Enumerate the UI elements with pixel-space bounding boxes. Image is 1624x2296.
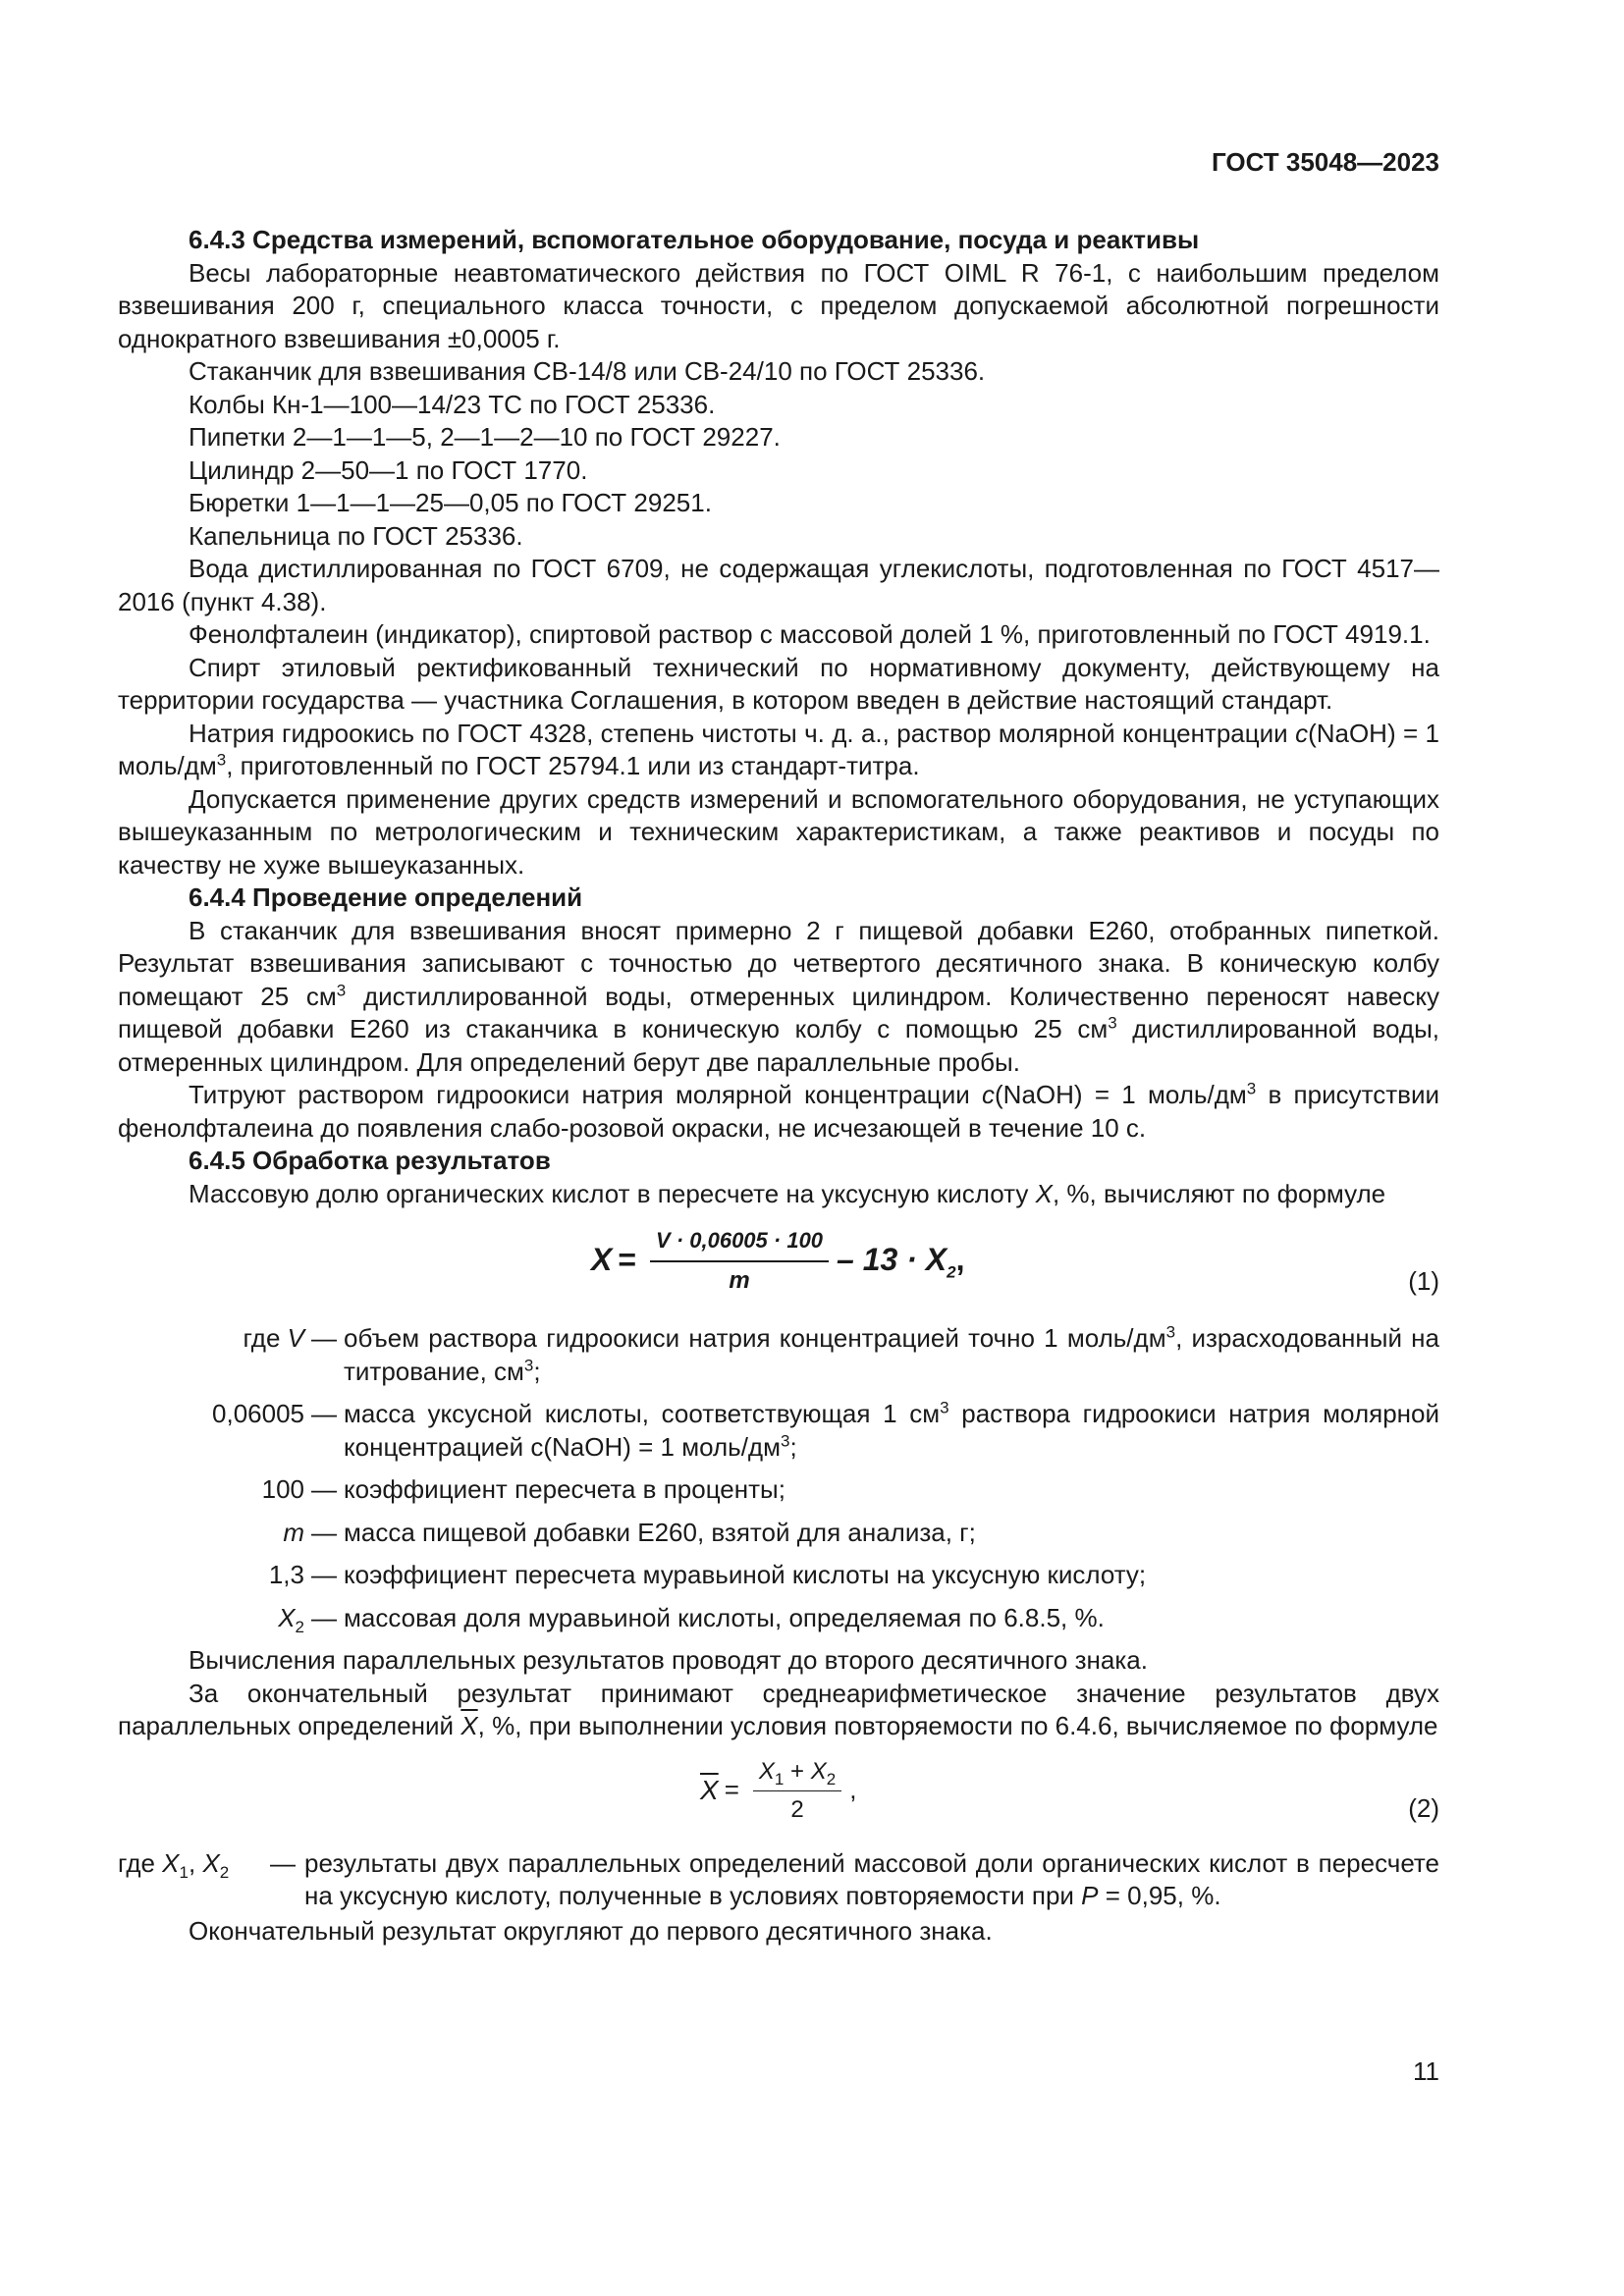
paragraph: Спирт этиловый ректификованный технический по нормативному документу, действующему на территории государства — участника Соглашения, в котором введен в действие настоящий стандарт. — [118, 652, 1439, 715]
paragraph: В стаканчик для взвешивания вносят примерно 2 г пищевой добавки Е260, отобранных пипеткой. Результат взвешивания записывают с точностью до четвертого десятичного знака. В коническую колбу помещают 25 $см^3$ дистиллированной воды, отмеренных цилиндром. Количественно переносят навеску пищевой добавки Е260 из стаканчика в коническую колбу с помощью 25 $см^3$ дистиллированной воды, отмеренных цилиндром. Для определений берут две параллельные пробы. — [118, 915, 1439, 1077]
paragraph: Вода дистиллированная по ГОСТ 6709, не содержащая углекислоты, подготовленная по ГОСТ 4517—2016 (пункт 4.38). — [118, 554, 1439, 616]
definition-text: масса пищевой добавки Е260, взятой для анализа, г; — [344, 1517, 976, 1547]
paragraph: Пипетки 2—1—1—5, 2—1—2—10 по ГОСТ 29227. — [189, 422, 781, 452]
definition-symbol: 0,06005 — [212, 1399, 304, 1428]
paragraph: Капельница по ГОСТ 25336. — [189, 520, 523, 551]
formula-2 — [118, 1751, 1439, 1838]
paragraph: Бюретки 1—1—1—25—0,05 по ГОСТ 29251. — [189, 488, 712, 517]
definition-item: m — масса пищевой добавки Е260, взятой для анализа, г; — [118, 1517, 1439, 1550]
definition-symbol: 100 — [261, 1474, 304, 1504]
paragraph: Фенолфталеин (индикатор), спиртовой раствор с массовой долей 1 %, приготовленный по ГОСТ 4919.1. — [189, 619, 1431, 649]
definition-item: 0,06005 — масса уксусной кислоты, соответствующая 1 $см^3$ раствора гидроокиси натрия молярной концентрацией c(NaOH) = 1 моль/$дм^3$; — [118, 1398, 1439, 1464]
paragraph: Колбы Кн-1—100—14/23 ТС по ГОСТ 25336. — [189, 389, 716, 419]
page-number: 11 — [1413, 2056, 1439, 2086]
definition-symbol: 1,3 — [268, 1560, 304, 1589]
definition-text: объем раствора гидроокиси натрия концентрацией точно 1 моль/$дм^3$, израсходованный на титрование, $см^3$; — [344, 1322, 1439, 1386]
paragraph: Весы лабораторные неавтоматического действия по ГОСТ OIML R 76-1, с наибольшим пределом взвешивания 200 г, специального класса точности, с пределом допускаемой абсолютной погрешности однократного взвешивания ±0,0005 г. — [118, 257, 1439, 353]
definition-symbol: $X_2$ — [278, 1602, 304, 1636]
paragraph: Окончательный результат округляют до первого десятичного знака. — [189, 1915, 993, 1946]
paragraph: Массовую долю органических кислот в пересчете на уксусную кислоту X, %, вычисляют по формуле — [189, 1178, 1386, 1208]
section-heading-6-4-4: 6.4.4 Проведение определений — [189, 882, 583, 912]
formula-number: (2) — [1408, 1792, 1439, 1823]
formula-2-expression: $\overline{X}$ = $\frac{X_1 + X_2}{2}$ , — [700, 1755, 856, 1827]
formula-2-fraction: $\frac{X_1 + X_2}{2}$ — [753, 1755, 841, 1827]
formula-1-fraction: $\frac{V \cdot 0,06005 \cdot 100}{m}$ — [650, 1224, 829, 1297]
definition-text: масса уксусной кислоты, соответствующая 1 $см^3$ раствора гидроокиси натрия молярной концентрацией c(NaOH) = 1 моль/$дм^3$; — [344, 1398, 1440, 1462]
definition-text: массовая доля муравьиной кислоты, определяемая по 6.8.5, %. — [344, 1602, 1105, 1632]
definition-text: коэффициент пересчета в проценты; — [344, 1474, 785, 1504]
paragraph: Допускается применение других средств измерений и вспомогательного оборудования, не уступающих вышеуказанным по метрологическим и техническим характеристикам, а также реактивов и посуды по качеству не хуже вышеуказанных. — [118, 783, 1439, 880]
paragraph: За окончательный результат принимают среднеарифметическое значение результатов двух параллельных определений $\overline{X}$, %, при выполнении условия повторяемости по 6.4.6, вычисляемое по формуле — [118, 1678, 1439, 1740]
definition-text: коэффициент пересчета муравьиной кислоты на уксусную кислоту; — [344, 1560, 1147, 1589]
definition-symbol: m — [283, 1517, 304, 1547]
paragraph: Титруют раствором гидроокиси натрия молярной концентрации c(NaOH) = 1 моль/$дм^3$ в присутствии фенолфталеина до появления слабо-розовой окраски, не исчезающей в течение 10 с. — [118, 1079, 1439, 1143]
formula-2-definition: где $X_1$, $X_2$ — результаты двух параллельных определений массовой доли органических кислот в пересчете на уксусную кислоту, полученные в условиях повторяемости при P = 0,95, %. — [118, 1847, 1439, 1910]
definition-item: где V — объем раствора гидроокиси натрия концентрацией точно 1 моль/$дм^3$, израсходованный на титрование, $см^3$; — [118, 1322, 1439, 1388]
definition-item: 100 — коэффициент пересчета в проценты; — [118, 1473, 1439, 1507]
definition-item: $X_2$ — массовая доля муравьиной кислоты, определяемая по 6.8.5, %. — [118, 1602, 1439, 1635]
paragraph: Вычисления параллельных результатов проводят до второго десятичного знака. — [189, 1645, 1148, 1675]
section-heading-6-4-5: 6.4.5 Обработка результатов — [189, 1146, 551, 1175]
definition-item: 1,3 — коэффициент пересчета муравьиной кислоты на уксусную кислоту; — [118, 1559, 1439, 1592]
section-heading-6-4-3: 6.4.3 Средства измерений, вспомогательное оборудование, посуда и реактивы — [189, 225, 1200, 254]
paragraph: Натрия гидроокись по ГОСТ 4328, степень чистоты ч. д. а., раствор молярной концентрации c(NaOH) = 1 моль/$дм^3$, приготовленный по ГОСТ 25794.1 или из стандарт-титра. — [118, 718, 1439, 780]
document-body — [118, 224, 1439, 1948]
formula-number: (1) — [1408, 1266, 1439, 1296]
formula-1-definitions — [118, 1322, 1439, 1634]
paragraph: Цилиндр 2—50—1 по ГОСТ 1770. — [189, 454, 588, 485]
standard-code: ГОСТ 35048—2023 — [1212, 147, 1439, 177]
paragraph: Стаканчик для взвешивания СВ-14/8 или СВ-24/10 по ГОСТ 25336. — [189, 356, 986, 386]
definition-symbol: где V — [243, 1323, 304, 1353]
formula-1-expression: X = $\frac{V \cdot 0,06005 \cdot 100}{m}$ – $13 \cdot X_2$, — [591, 1224, 964, 1297]
formula-1 — [118, 1218, 1439, 1312]
